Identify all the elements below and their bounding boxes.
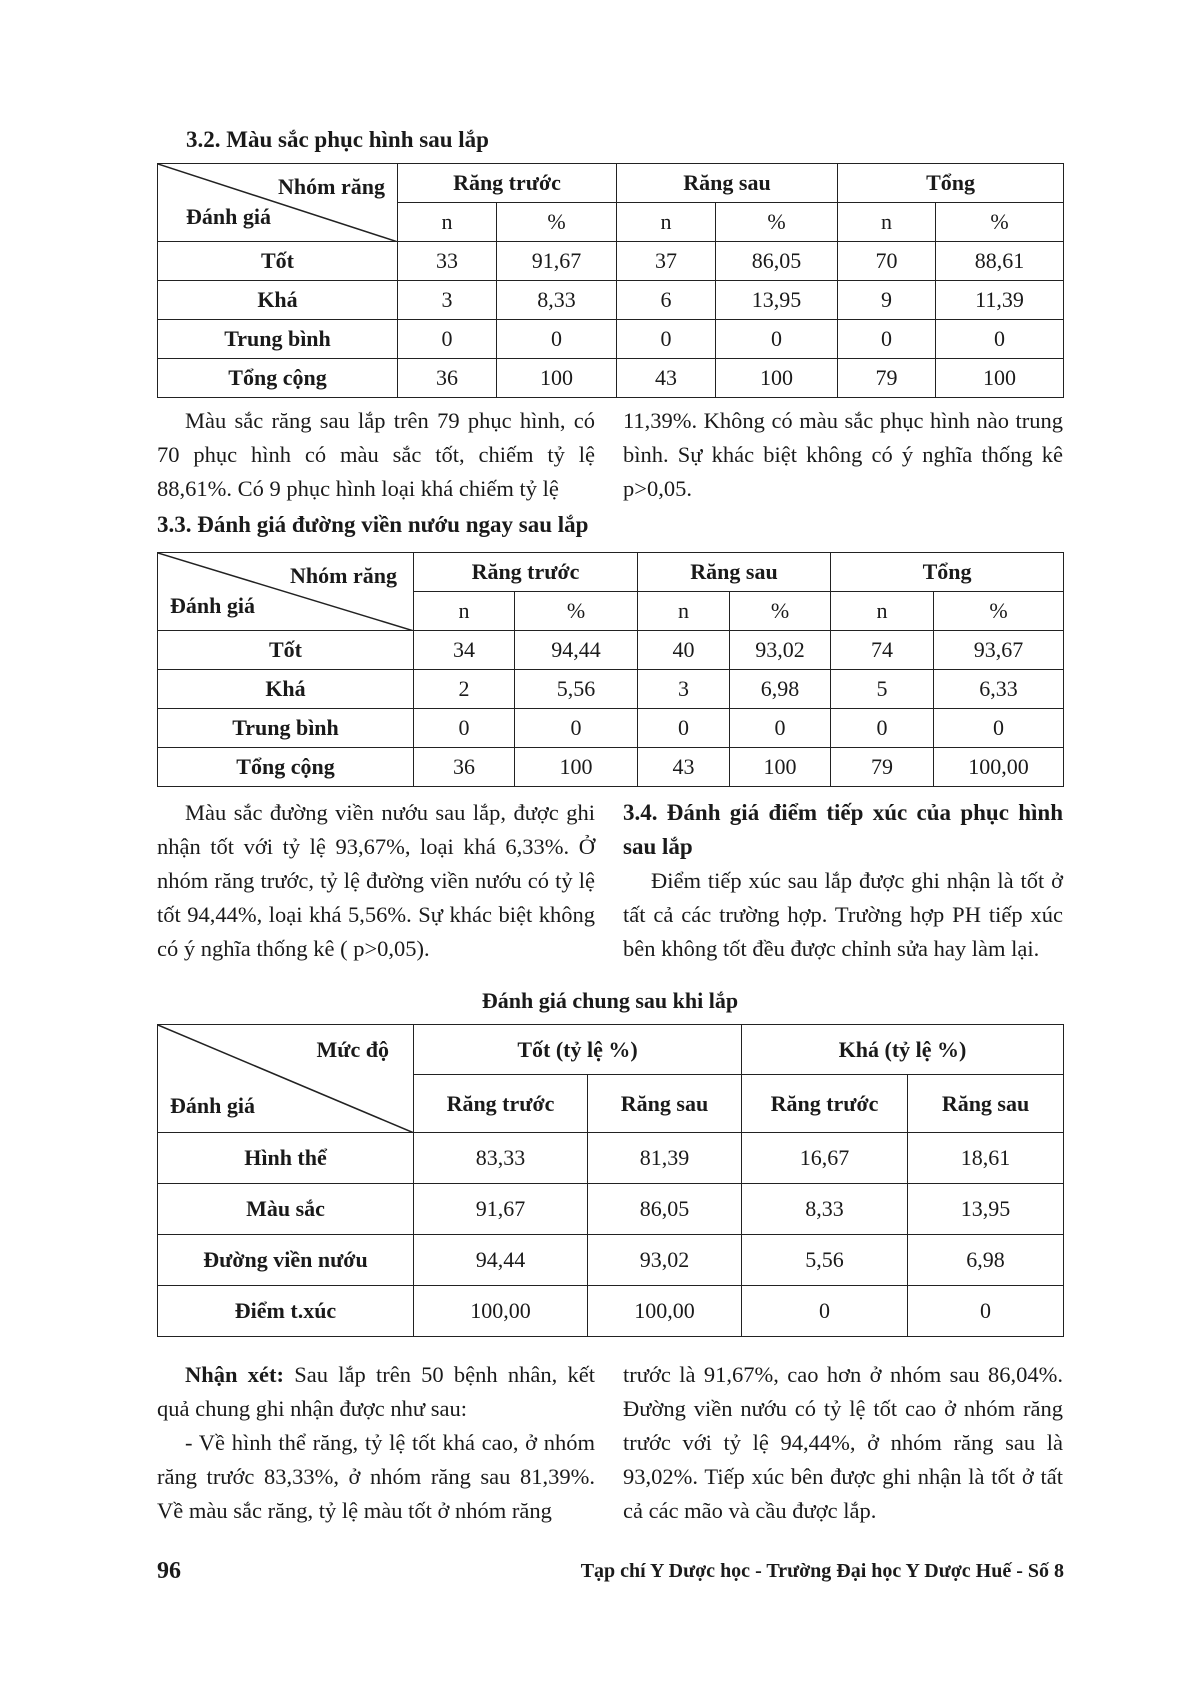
subheader-cell: n bbox=[617, 203, 716, 242]
table-cell: 43 bbox=[617, 359, 716, 398]
table-cell: 16,67 bbox=[742, 1133, 908, 1184]
table-cell: 100 bbox=[515, 748, 638, 787]
table-cell: 94,44 bbox=[414, 1235, 588, 1286]
table-cell: 0 bbox=[730, 709, 831, 748]
table-cell: 37 bbox=[617, 242, 716, 281]
subheader-cell: n bbox=[838, 203, 936, 242]
table-cell: 91,67 bbox=[414, 1184, 588, 1235]
paragraph: Màu sắc đường viền nướu sau lắp, được ghi nhận tốt với tỷ lệ 93,67%, loại khá 6,33%. Ở nhóm răng trước, tỷ lệ đường viền nướu có tỷ lệ tốt 94,44%, loại khá 5,56%. Sự khác biệt không có ý nghĩa thống kê ( p>0,05). bbox=[157, 800, 595, 961]
color-table bbox=[157, 163, 1064, 398]
subheader-cell: % bbox=[936, 203, 1064, 242]
group-header: Răng trước bbox=[414, 553, 638, 592]
table-row bbox=[158, 1133, 1064, 1184]
row-label: Trung bình bbox=[158, 709, 414, 748]
table-cell: 0 bbox=[497, 320, 617, 359]
table-cell: 6,33 bbox=[934, 670, 1064, 709]
table-row bbox=[158, 670, 1064, 709]
table-cell: 0 bbox=[934, 709, 1064, 748]
subheader-cell: Răng sau bbox=[908, 1075, 1064, 1133]
subheader-cell: n bbox=[831, 592, 934, 631]
contact-section bbox=[623, 796, 1063, 966]
table-cell: 0 bbox=[398, 320, 497, 359]
table-cell: 100 bbox=[497, 359, 617, 398]
corner-header-top: Mức độ bbox=[316, 1037, 389, 1062]
remarks-left bbox=[157, 1358, 595, 1528]
table-cell: 0 bbox=[716, 320, 838, 359]
subheader-cell: % bbox=[515, 592, 638, 631]
paragraph bbox=[157, 1358, 595, 1426]
table-cell: 0 bbox=[831, 709, 934, 748]
table-corner-cell bbox=[158, 1025, 414, 1133]
group-header: Tổng bbox=[838, 164, 1064, 203]
color-text-left bbox=[157, 404, 595, 506]
subheader-cell: % bbox=[730, 592, 831, 631]
row-label: Khá bbox=[158, 281, 398, 320]
row-label: Hình thể bbox=[158, 1133, 414, 1184]
subheader-cell: Răng trước bbox=[742, 1075, 908, 1133]
paragraph: trước là 91,67%, cao hơn ở nhóm sau 86,04%. Đường viền nướu có tỷ lệ tốt cao ở nhóm răng trước với tỷ lệ 94,44%, ở nhóm răng sau là 93,02%. Tiếp xúc bên được ghi nhận là tốt ở tất cả các mão và cầu được lắp. bbox=[623, 1362, 1063, 1523]
table-cell: 6,98 bbox=[730, 670, 831, 709]
table-row bbox=[158, 748, 1064, 787]
table-cell: 8,33 bbox=[742, 1184, 908, 1235]
corner-header-top: Nhóm răng bbox=[278, 174, 385, 199]
subheader-cell: Răng trước bbox=[414, 1075, 588, 1133]
table-cell: 5,56 bbox=[742, 1235, 908, 1286]
table-row bbox=[158, 631, 1064, 670]
paragraph: Điểm tiếp xúc sau lắp được ghi nhận là tốt ở tất cả các trường hợp. Trường hợp PH tiếp xúc bên không tốt đều được chỉnh sửa hay làm lại. bbox=[623, 868, 1063, 961]
table-cell: 0 bbox=[414, 709, 515, 748]
color-text-right bbox=[623, 404, 1063, 506]
table-cell: 2 bbox=[414, 670, 515, 709]
remarks-label: Nhận xét: bbox=[185, 1362, 284, 1387]
table-cell: 6,98 bbox=[908, 1235, 1064, 1286]
subheader-cell: n bbox=[638, 592, 730, 631]
subheader-cell: % bbox=[497, 203, 617, 242]
table-cell: 100 bbox=[730, 748, 831, 787]
group-header: Khá (tỷ lệ %) bbox=[742, 1025, 1064, 1075]
table-corner-cell bbox=[158, 164, 398, 242]
section-3-2-heading: 3.2. Màu sắc phục hình sau lắp bbox=[186, 127, 489, 152]
table-cell: 100 bbox=[716, 359, 838, 398]
table-cell: 13,95 bbox=[908, 1184, 1064, 1235]
table-cell: 0 bbox=[838, 320, 936, 359]
table-cell: 91,67 bbox=[497, 242, 617, 281]
general-evaluation-table bbox=[157, 1024, 1064, 1337]
table-cell: 100,00 bbox=[934, 748, 1064, 787]
table-row bbox=[158, 320, 1064, 359]
remarks-right bbox=[623, 1358, 1063, 1528]
table-cell: 3 bbox=[638, 670, 730, 709]
table-cell: 34 bbox=[414, 631, 515, 670]
table-cell: 86,05 bbox=[588, 1184, 742, 1235]
table-cell: 33 bbox=[398, 242, 497, 281]
table-cell: 9 bbox=[838, 281, 936, 320]
subheader-cell: % bbox=[934, 592, 1064, 631]
table-cell: 36 bbox=[398, 359, 497, 398]
table-cell: 11,39 bbox=[936, 281, 1064, 320]
group-header: Tổng bbox=[831, 553, 1064, 592]
table-cell: 93,02 bbox=[730, 631, 831, 670]
corner-header-bottom: Đánh giá bbox=[186, 204, 271, 229]
table-cell: 40 bbox=[638, 631, 730, 670]
table-cell: 36 bbox=[414, 748, 515, 787]
table-row bbox=[158, 242, 1064, 281]
subheader-cell: % bbox=[716, 203, 838, 242]
table-cell: 100,00 bbox=[414, 1286, 588, 1337]
row-label: Khá bbox=[158, 670, 414, 709]
page-number: 96 bbox=[157, 1558, 181, 1584]
remarks-intro: Sau lắp trên 50 bệnh nhân, kết quả chung ghi nhận được như sau: bbox=[157, 1362, 595, 1421]
corner-header-bottom: Đánh giá bbox=[170, 593, 255, 618]
gum-text-left bbox=[157, 796, 595, 966]
paragraph: 11,39%. Không có màu sắc phục hình nào trung bình. Sự khác biệt không có ý nghĩa thống kê p>0,05. bbox=[623, 408, 1063, 501]
table-row bbox=[158, 1286, 1064, 1337]
group-header: Răng sau bbox=[617, 164, 838, 203]
table-cell: 94,44 bbox=[515, 631, 638, 670]
table-cell: 83,33 bbox=[414, 1133, 588, 1184]
corner-header-top: Nhóm răng bbox=[290, 563, 397, 588]
table-cell: 79 bbox=[831, 748, 934, 787]
paragraph: Màu sắc răng sau lắp trên 79 phục hình, có 70 phục hình có màu sắc tốt, chiếm tỷ lệ 88,61%. Có 9 phục hình loại khá chiếm tỷ lệ bbox=[157, 408, 595, 501]
table-row bbox=[158, 359, 1064, 398]
table-row bbox=[158, 709, 1064, 748]
table-cell: 70 bbox=[838, 242, 936, 281]
table-row bbox=[158, 281, 1064, 320]
section-3-3-heading: 3.3. Đánh giá đường viền nướu ngay sau lắp bbox=[157, 512, 589, 537]
table-cell: 0 bbox=[638, 709, 730, 748]
table-cell: 0 bbox=[936, 320, 1064, 359]
table-cell: 8,33 bbox=[497, 281, 617, 320]
table-cell: 0 bbox=[617, 320, 716, 359]
group-header: Răng sau bbox=[638, 553, 831, 592]
table-cell: 13,95 bbox=[716, 281, 838, 320]
table-cell: 88,61 bbox=[936, 242, 1064, 281]
subheader-cell: n bbox=[398, 203, 497, 242]
paragraph: - Về hình thể răng, tỷ lệ tốt khá cao, ở nhóm răng trước 83,33%, ở nhóm răng sau 81,39%. Về màu sắc răng, tỷ lệ màu tốt ở nhóm răng bbox=[157, 1430, 595, 1523]
subheader-cell: n bbox=[414, 592, 515, 631]
gum-margin-table bbox=[157, 552, 1064, 787]
table-cell: 74 bbox=[831, 631, 934, 670]
table-cell: 6 bbox=[617, 281, 716, 320]
table-row bbox=[158, 1235, 1064, 1286]
corner-header-bottom: Đánh giá bbox=[170, 1093, 255, 1118]
table-cell: 18,61 bbox=[908, 1133, 1064, 1184]
table-caption: Đánh giá chung sau khi lắp bbox=[481, 988, 739, 1013]
table-cell: 0 bbox=[515, 709, 638, 748]
row-label: Tổng cộng bbox=[158, 359, 398, 398]
table-cell: 100 bbox=[936, 359, 1064, 398]
subheader-cell: Răng sau bbox=[588, 1075, 742, 1133]
table-cell: 100,00 bbox=[588, 1286, 742, 1337]
table-cell: 5,56 bbox=[515, 670, 638, 709]
row-label: Tổng cộng bbox=[158, 748, 414, 787]
table-cell: 3 bbox=[398, 281, 497, 320]
row-label: Điểm t.xúc bbox=[158, 1286, 414, 1337]
table-cell: 5 bbox=[831, 670, 934, 709]
table-cell: 0 bbox=[908, 1286, 1064, 1337]
row-label: Đường viền nướu bbox=[158, 1235, 414, 1286]
section-3-4-heading: 3.4. Đánh giá điểm tiếp xúc của phục hình sau lắp bbox=[623, 800, 1063, 859]
table-cell: 86,05 bbox=[716, 242, 838, 281]
row-label: Tốt bbox=[158, 631, 414, 670]
table-cell: 43 bbox=[638, 748, 730, 787]
row-label: Trung bình bbox=[158, 320, 398, 359]
table-cell: 0 bbox=[742, 1286, 908, 1337]
table-cell: 79 bbox=[838, 359, 936, 398]
table-cell: 81,39 bbox=[588, 1133, 742, 1184]
table-row bbox=[158, 1184, 1064, 1235]
table-cell: 93,02 bbox=[588, 1235, 742, 1286]
group-header: Răng trước bbox=[398, 164, 617, 203]
table-corner-cell bbox=[158, 553, 414, 631]
table-cell: 93,67 bbox=[934, 631, 1064, 670]
row-label: Màu sắc bbox=[158, 1184, 414, 1235]
journal-footer: Tạp chí Y Dược học - Trường Đại học Y Dược Huế - Số 8 bbox=[580, 1560, 1064, 1582]
group-header: Tốt (tỷ lệ %) bbox=[414, 1025, 742, 1075]
row-label: Tốt bbox=[158, 242, 398, 281]
